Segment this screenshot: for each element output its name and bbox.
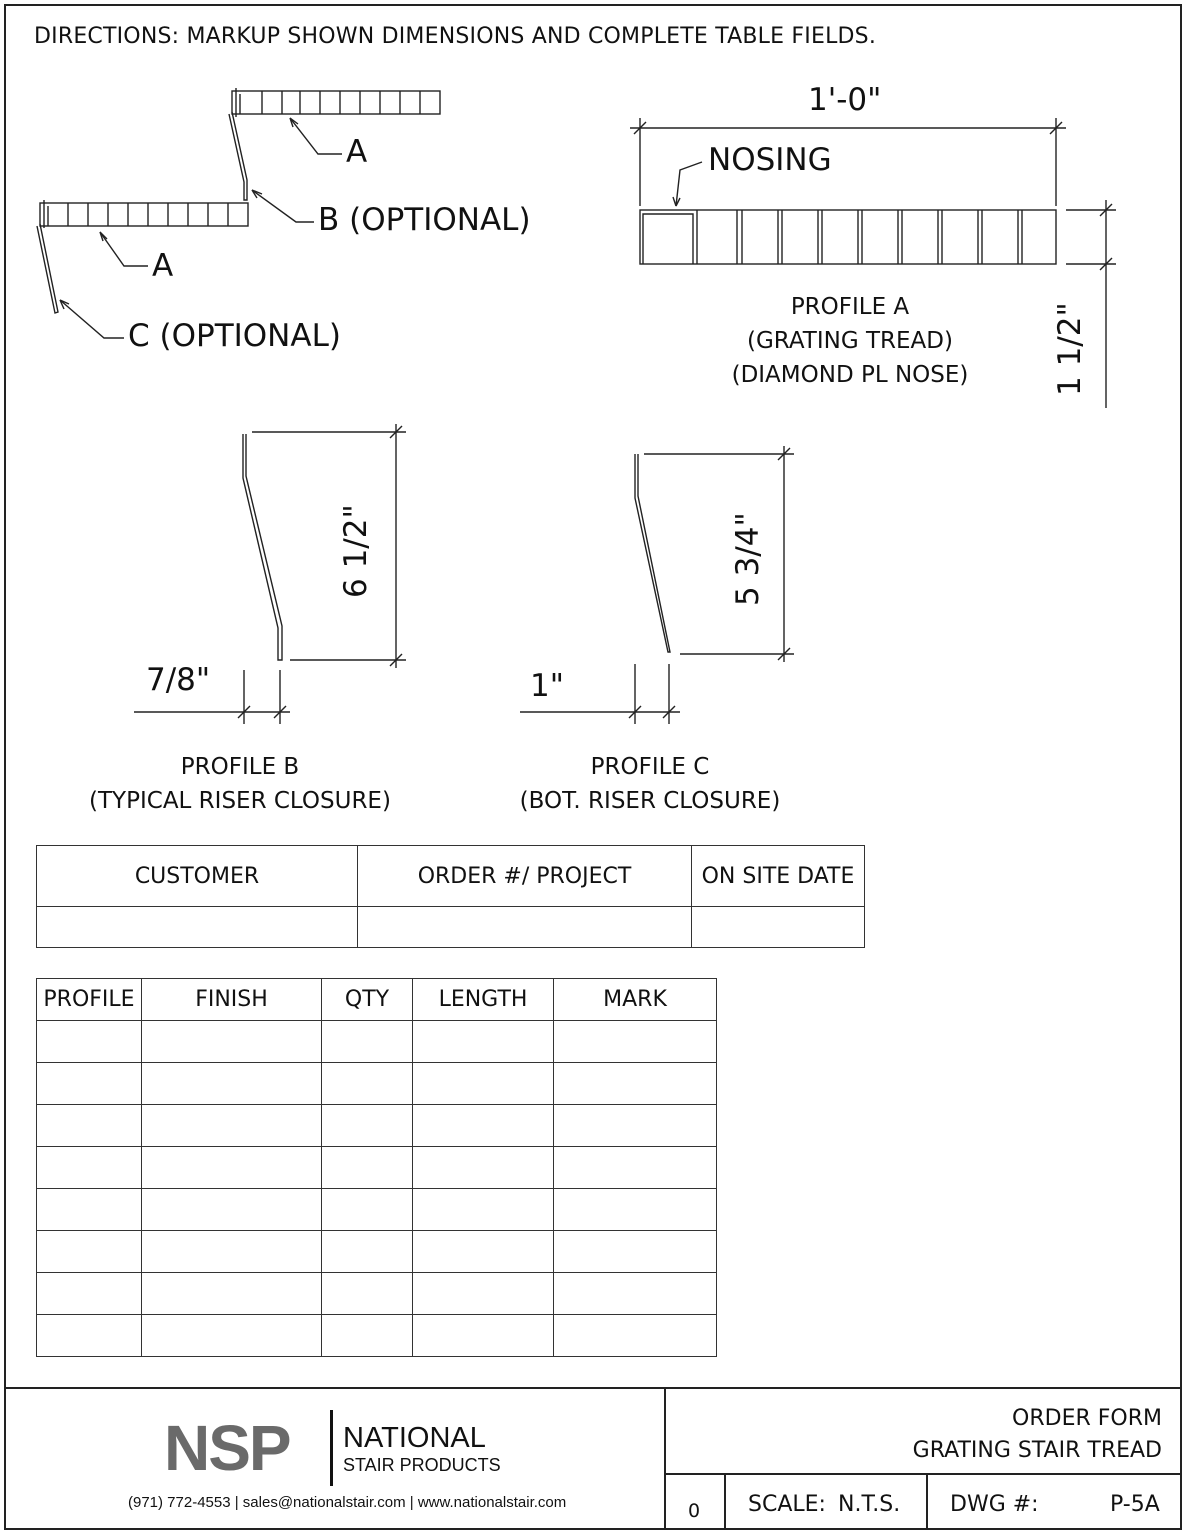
title-block-hdivider <box>664 1473 1182 1475</box>
company-name-line1: NATIONAL <box>343 1422 486 1454</box>
riser-closure-c <box>635 454 670 652</box>
profile-cell[interactable] <box>37 1021 142 1063</box>
upper-tread-bars <box>262 91 420 114</box>
finish-cell[interactable] <box>142 1021 322 1063</box>
profile-a-subtitle-2: (DIAMOND PL NOSE) <box>731 362 969 388</box>
leader-a-bottom <box>100 232 148 266</box>
grating-bars <box>697 210 1022 264</box>
customer-header: CUSTOMER <box>37 846 358 907</box>
table-row <box>37 1063 717 1105</box>
contact-info: (971) 772-4553 | sales@nationalstair.com | www.nationalstair.com <box>128 1494 567 1511</box>
length-cell[interactable] <box>413 1189 554 1231</box>
length-cell[interactable] <box>413 1231 554 1273</box>
customer-field[interactable] <box>37 907 358 948</box>
table-row <box>37 1147 717 1189</box>
riser-b <box>229 112 247 200</box>
finish-cell[interactable] <box>142 1147 322 1189</box>
length-header: LENGTH <box>413 979 554 1021</box>
revision-number: 0 <box>688 1500 701 1522</box>
profile-b-caption <box>70 750 410 818</box>
mark-cell[interactable] <box>554 1105 717 1147</box>
length-cell[interactable] <box>413 1273 554 1315</box>
finish-cell[interactable] <box>142 1315 322 1357</box>
qty-cell[interactable] <box>322 1105 413 1147</box>
length-cell[interactable] <box>413 1105 554 1147</box>
mark-cell[interactable] <box>554 1189 717 1231</box>
profile-c-offset-dim: 1" <box>530 668 564 704</box>
length-cell[interactable] <box>413 1063 554 1105</box>
scale-value: N.T.S. <box>838 1492 901 1517</box>
riser-closure-b <box>243 434 282 660</box>
on-site-date-field[interactable] <box>692 907 865 948</box>
leader-b <box>252 190 314 222</box>
title-line2: GRATING STAIR TREAD <box>912 1438 1162 1463</box>
profile-cell[interactable] <box>37 1273 142 1315</box>
directions-text: DIRECTIONS: MARKUP SHOWN DIMENSIONS AND COMPLETE TABLE FIELDS. <box>34 24 877 49</box>
leader-c <box>60 300 124 338</box>
profile-cell[interactable] <box>37 1063 142 1105</box>
profile-cell[interactable] <box>37 1105 142 1147</box>
profile-a-subtitle-1: (GRATING TREAD) <box>747 328 953 354</box>
nosing-label: NOSING <box>708 142 832 178</box>
company-name-line2: STAIR PRODUCTS <box>343 1455 501 1475</box>
customer-table <box>36 845 865 948</box>
label-a-top: A <box>346 134 368 170</box>
lower-tread <box>40 203 248 226</box>
profile-b-height-dim: 6 1/2" <box>338 504 374 598</box>
profile-c-subtitle: (BOT. RISER CLOSURE) <box>519 788 781 814</box>
mark-cell[interactable] <box>554 1147 717 1189</box>
profile-a-title: PROFILE A <box>790 294 910 320</box>
profile-b-offset-dim: 7/8" <box>146 662 211 698</box>
profile-cell[interactable] <box>37 1231 142 1273</box>
label-b-optional: B (OPTIONAL) <box>318 202 531 238</box>
logo-separator <box>330 1410 333 1486</box>
table-row <box>37 1273 717 1315</box>
length-cell[interactable] <box>413 1021 554 1063</box>
profile-cell[interactable] <box>37 1147 142 1189</box>
profile-header: PROFILE <box>37 979 142 1021</box>
length-cell[interactable] <box>413 1315 554 1357</box>
mark-cell[interactable] <box>554 1315 717 1357</box>
finish-cell[interactable] <box>142 1273 322 1315</box>
finish-header: FINISH <box>142 979 322 1021</box>
mark-cell[interactable] <box>554 1231 717 1273</box>
grating-tread-profile <box>640 210 1056 264</box>
profile-b-subtitle: (TYPICAL RISER CLOSURE) <box>89 788 391 814</box>
finish-cell[interactable] <box>142 1189 322 1231</box>
title-block-divider <box>664 1388 666 1530</box>
qty-cell[interactable] <box>322 1063 413 1105</box>
order-project-field[interactable] <box>358 907 692 948</box>
riser-c <box>37 224 58 313</box>
scale-label: SCALE: <box>748 1492 826 1517</box>
label-c-optional: C (OPTIONAL) <box>128 318 341 354</box>
length-cell[interactable] <box>413 1147 554 1189</box>
qty-cell[interactable] <box>322 1231 413 1273</box>
table-row <box>37 1021 717 1063</box>
profile-a-caption <box>700 290 1000 392</box>
mark-cell[interactable] <box>554 1273 717 1315</box>
table-row <box>37 1231 717 1273</box>
dwg-label: DWG #: <box>950 1492 1039 1517</box>
profile-c-title: PROFILE C <box>590 754 710 780</box>
profile-c-caption <box>490 750 810 818</box>
profile-a-height-dim: 1 1/2" <box>1052 302 1088 396</box>
qty-cell[interactable] <box>322 1021 413 1063</box>
qty-header: QTY <box>322 979 413 1021</box>
upper-tread <box>232 91 440 114</box>
table-row <box>37 1189 717 1231</box>
qty-cell[interactable] <box>322 1273 413 1315</box>
nsp-logo-text: NSP <box>164 1412 290 1484</box>
dwg-number: P-5A <box>1110 1492 1160 1517</box>
qty-cell[interactable] <box>322 1315 413 1357</box>
label-a-bottom: A <box>152 248 174 284</box>
nosing-plate <box>643 214 693 264</box>
qty-cell[interactable] <box>322 1189 413 1231</box>
title-line1: ORDER FORM <box>1012 1406 1162 1431</box>
profile-cell[interactable] <box>37 1189 142 1231</box>
lower-tread-bars <box>68 203 228 226</box>
mark-cell[interactable] <box>554 1063 717 1105</box>
profile-a-width-dim: 1'-0" <box>808 82 882 118</box>
profile-cell[interactable] <box>37 1315 142 1357</box>
qty-cell[interactable] <box>322 1147 413 1189</box>
table-row <box>37 1315 717 1357</box>
rev-divider <box>724 1474 726 1530</box>
on-site-date-header: ON SITE DATE <box>692 846 865 907</box>
scale-divider <box>926 1474 928 1530</box>
finish-cell[interactable] <box>142 1063 322 1105</box>
finish-cell[interactable] <box>142 1105 322 1147</box>
order-project-header: ORDER #/ PROJECT <box>358 846 692 907</box>
order-table-body <box>37 1021 717 1357</box>
mark-header: MARK <box>554 979 717 1021</box>
order-table <box>36 978 717 1357</box>
profile-b-title: PROFILE B <box>180 754 300 780</box>
table-row <box>37 1105 717 1147</box>
mark-cell[interactable] <box>554 1021 717 1063</box>
finish-cell[interactable] <box>142 1231 322 1273</box>
profile-c-height-dim: 5 3/4" <box>730 512 766 606</box>
